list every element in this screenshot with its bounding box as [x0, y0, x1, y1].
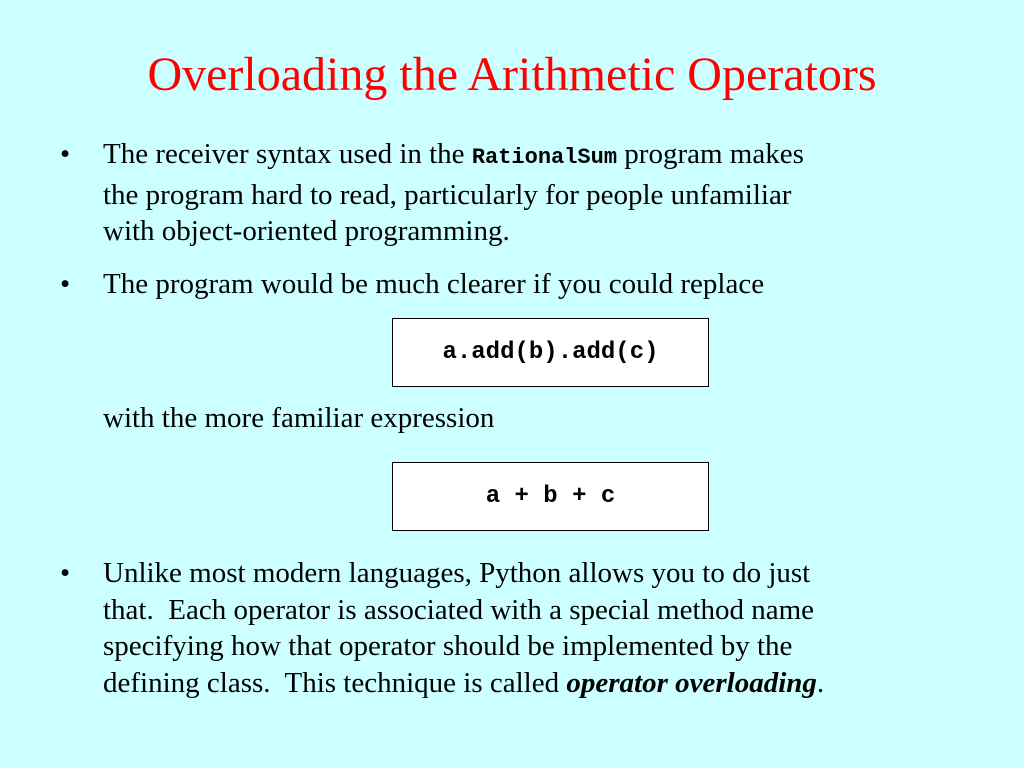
code-box-operator-expression: a + b + c [392, 462, 709, 531]
slide-title: Overloading the Arithmetic Operators [147, 48, 877, 101]
bullet-line: specifying how that operator should be implemented by the [103, 630, 793, 662]
code-box-method-chain: a.add(b).add(c) [392, 318, 709, 387]
bullet-line: Unlike most modern languages, Python allows you to do just [103, 557, 811, 589]
bullet-text [103, 555, 824, 701]
bullet-dot: • [60, 557, 71, 589]
text-segment: The receiver syntax used in the [103, 138, 472, 170]
text-segment: program makes [617, 138, 804, 170]
bullet-line: with object-oriented programming. [103, 215, 510, 247]
bullet-dot: • [60, 268, 71, 300]
text-segment: defining class. This technique is called [103, 666, 567, 699]
continuation-text: with the more familiar expression [103, 402, 495, 434]
bullet-line: The program would be much clearer if you could replace [103, 268, 765, 300]
text-segment: . [816, 666, 825, 699]
bullet-text [103, 136, 804, 250]
emphasis-operator-overloading: operator overloading [566, 666, 817, 699]
bullet-text [103, 266, 764, 303]
bullet-line: that. Each operator is associated with a special method name [103, 593, 815, 626]
bullet-line: the program hard to read, particularly for people unfamiliar [103, 178, 792, 211]
bullet-line [103, 136, 804, 177]
bullet-line [103, 665, 824, 702]
bullet-dot: • [60, 138, 71, 170]
inline-code-rationalsum: RationalSum [471, 145, 618, 170]
